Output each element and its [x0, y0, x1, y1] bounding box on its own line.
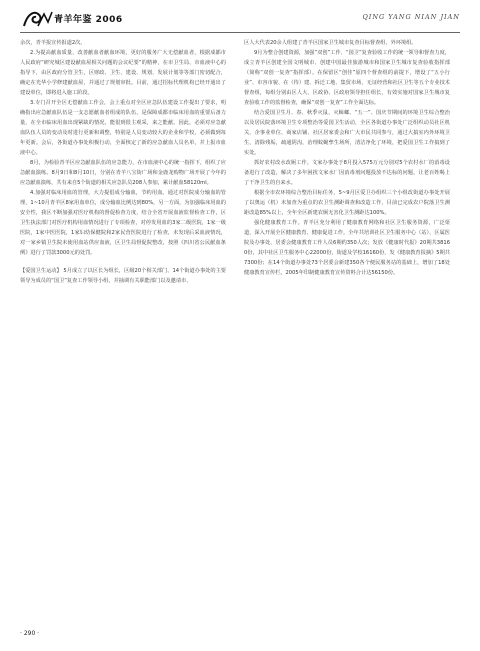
- header-rule: [20, 32, 460, 33]
- paragraph: 结合爱国卫生月、春、秋季灭鼠、灭蟑螂、“五一”、国庆节期间的环境卫生综合整治以及居民院落环境卫生专项整治等爱国卫生活动，全区各街道办事处广泛组织动员社区机关、企事业单位、商家店铺、社区居家委会和广大市民共同参与，通过大搞室内外环境卫生，清除残垢，疏通阴沟，治理蚊蝇孳生场所，清洁净化了环境，把爱国卫生工作搞到了实处。: [244, 110, 450, 156]
- paragraph: 3.专门召开全区无偿献血工作会，会上重点对全区应急队伍建设工作提出了要求，明确指出应急献血队伍是一支志愿献血者组成的队伍，是保障成都市临床用血的重要后备力量，在全市临床用血出现紧缺的情况，能很到很主观采，来之能献。因此，必须对应急献血队伍人员的变动及时进行更新和调整，特别是人员变动较大的企业和学校，必须做到每年更新。会后，各街道办事处积极行动，全面核定了新的应急献血人员名单，并上报市血液中心。: [20, 100, 226, 156]
- paragraph: 4.加强对临床用血的管理，大力提倡成分输血，节约用血。通过对医院成分输血的管理，1~10月青羊区8家用血单位，成分输血比例达到80%，另一方面，为加强临床用血的安全性，我区不断加强对医疗机构的督促检查力度，结合全省开展血液监督检查工作，区卫生执法部门对医疗机构用血情况进行了专项检查，对停发用血的3家二级医院，1家一级医院，1家中医医院，1家妇幼保健院和2家民营医院进行了检查，未发现后采血液情况，对一家乡镇卫生院未使用血站供应血液，区卫生局督促院整改，按照《四川省公民献血条例》进行了罚款3000元的处罚。: [20, 190, 226, 256]
- right-column: [244, 38, 450, 278]
- paragraph: 强化健康教育工作。青羊区充分利用了健康教育网络和社区卫生服务资源，广泛渠道，深入开展全区健康教育、健康促进工作。全年共培训社区卫生服务中心（站）、区属医院及办事处、居委会健康教育工作人员6期约350人次；发放《健康时代报》20期共38160份，其中社区卫生服务中心22000份，街道及学校16160份，发《健康教育报摘》5期共7300份；在14个街道办事处73个居委会新建350各个便民服务站的基础上，增加了18处健康教育宣传栏。2005年印制健康教育宣传资料合计达56150份。: [244, 220, 450, 276]
- paragraph: 区人大代表20余人组建了青羊区国家卫生城市复查目标督查组、外环境组。: [244, 40, 417, 46]
- yearbook-title: 青羊年鉴 2006: [54, 15, 123, 25]
- page-number: · 290 ·: [20, 630, 40, 637]
- yearbook-logo-icon: [22, 8, 54, 30]
- paragraph: 根据全市农环境综合整治目标任务，5~9月区爱卫办组织三个小组改街道办事处开展了以奥运（机）未加查为重点的农卫生测距调查和改造工作，目前已完成农户院落卫生测距改造85%以上，全年全区新建农厕无害化卫生测距达100%。: [244, 190, 450, 216]
- left-column: [20, 38, 226, 286]
- section-paragraph-patriotic-health: 【爱国卫生运动】 5月成立了以区长为组长，区级20个相关部门、14个街道办事处的主要领导为成员的“国卫”复查工作领导小组，并抽调有关职能部门以及邀请市、: [20, 268, 226, 284]
- paragraph: 抓好农村改水改厕工作。文家办事处于8月投入575万元分别对5个农村水厂的消毒设备进行了改造，解决了多年困扰文家水厂因消毒剂问题投放不达标的问题，让老百姓喝上了干净卫生的自来水。: [244, 160, 450, 186]
- paragraph: 8月，为检验青羊区应急献血队伍的应急能力，在市血液中心的统一指挥下，组织了应急献血演练。8月9日和8月10日，分别在青羊八宝街广场和金鹿龙购物广场开展了今年的应急献血演练，共有来自5个街道的相关应急队员208人参加，累计献血58120ml。: [20, 160, 226, 186]
- page-header: [20, 6, 460, 32]
- paragraph: 余次，青羊报宣传报道2次。: [20, 40, 86, 46]
- yearbook-title-en: QING YANG NIAN JIAN: [362, 13, 460, 21]
- paragraph: 9月为整合创建资源，加强“双创”工作、“国卫”复查验收工作的统一领导和督查力度，成立青羊区创建全国文明城市、创建中国最佳旅游城市和国家卫生城市复查验收指挥部（简称“双创一复查”指挥部）。在保留区“创佳”原四个督查组的前提下，增设了“五小行业”、市容市貌、在（待）建、拆迁工地、集贸市场、无证经营和社区卫生等五个专业技术督查组，每组分别由区人大、区政协、区政府领导担任组长，有效实施对国家卫生城市复查验收工作的监督检查，确保“双创一复查”工作全面达标。: [244, 50, 450, 106]
- paragraph: 2.为提高献血质量，改善献血者献血环境，更好的服务广大无偿献血者，根据成都市人民政府“研究城区建设献血屋相关问题的会议纪要”的精神，在市卫生局、市血液中心的指导下，由区政府分管卫生，区财政、卫生、建设、规划、发展计划等等部门密切配合，确定在光华小学修建献血屋，并通过了规划审批。目前，通过招标代理机构已经开通出了建设单位，即将进入施工阶段。: [20, 50, 226, 96]
